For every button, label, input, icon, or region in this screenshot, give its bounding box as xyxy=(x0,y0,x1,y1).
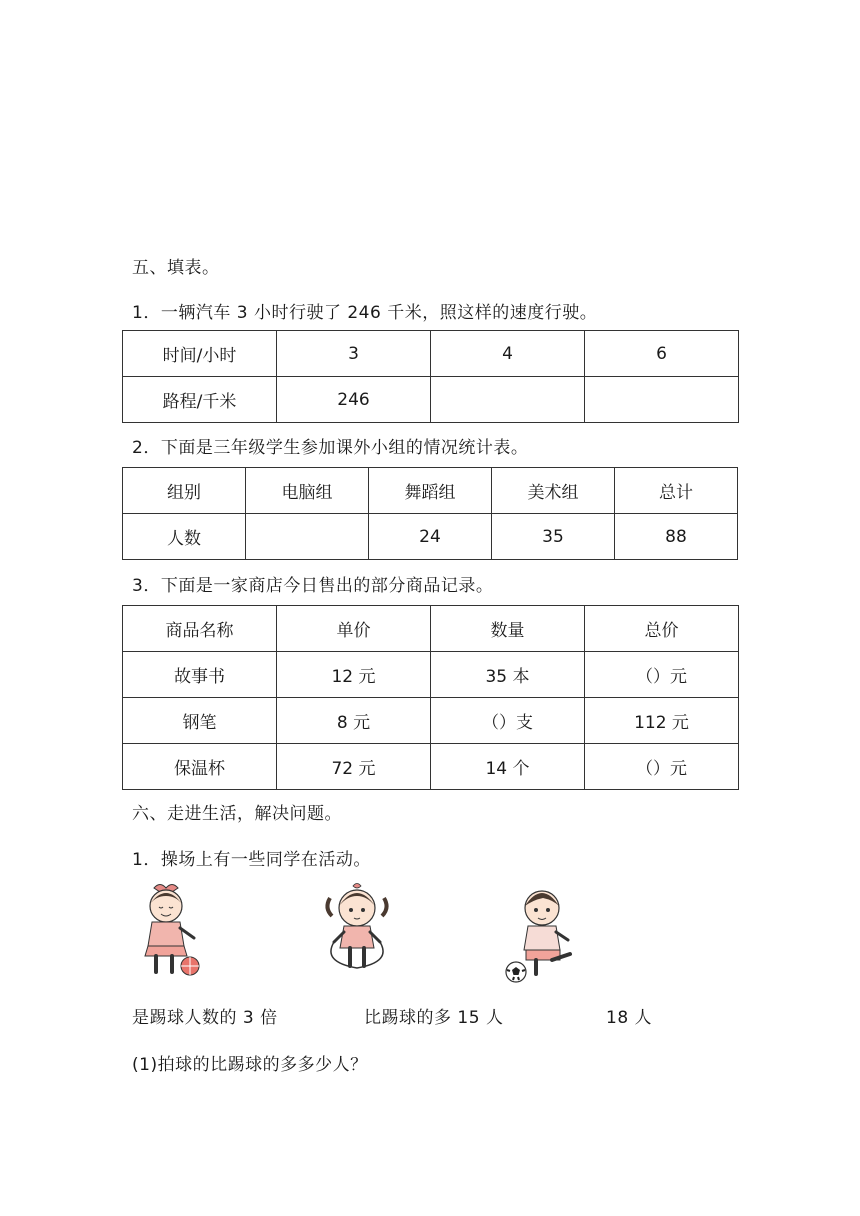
table-cell: 112 元 xyxy=(585,698,739,744)
caption-jumping-rope: 比踢球的多 15 人 xyxy=(364,1008,504,1028)
group-table xyxy=(122,467,738,560)
answer-blank-cell[interactable]: （）元 xyxy=(585,652,739,698)
question-6-1-text: 1．操场上有一些同学在活动。 xyxy=(132,850,371,870)
table-cell: 88 xyxy=(615,514,738,560)
table-cell: 数量 xyxy=(431,606,585,652)
table-cell: 4 xyxy=(431,331,585,377)
table-cell: 总计 xyxy=(615,468,738,514)
table-cell: 时间/小时 xyxy=(123,331,277,377)
boy-kicking-ball-illustration xyxy=(500,880,590,985)
table-cell: 美术组 xyxy=(492,468,615,514)
sales-table xyxy=(122,605,739,790)
table-row xyxy=(123,377,739,423)
section-five-title: 五、填表。 xyxy=(132,258,220,278)
answer-blank-cell[interactable] xyxy=(585,377,739,423)
table-row xyxy=(123,514,738,560)
table-cell: 246 xyxy=(277,377,431,423)
table-cell: 35 xyxy=(492,514,615,560)
sub-question-1: (1)拍球的比踢球的多多少人？ xyxy=(132,1055,368,1075)
question-1-text: 1．一辆汽车 3 小时行驶了 246 千米，照这样的速度行驶。 xyxy=(132,303,598,323)
table-cell: 14 个 xyxy=(431,744,585,790)
question-3-text: 3．下面是一家商店今日售出的部分商品记录。 xyxy=(132,576,494,596)
table-cell: 电脑组 xyxy=(246,468,369,514)
table-cell: 保温杯 xyxy=(123,744,277,790)
table-row xyxy=(123,698,739,744)
table-row xyxy=(123,331,739,377)
table-cell: 钢笔 xyxy=(123,698,277,744)
table-cell: 6 xyxy=(585,331,739,377)
table-row xyxy=(123,744,739,790)
table-row xyxy=(123,468,738,514)
caption-kicking-ball: 18 人 xyxy=(606,1008,653,1028)
section-six-title: 六、走进生活，解决问题。 xyxy=(132,804,342,824)
table-cell: 路程/千米 xyxy=(123,377,277,423)
question-2-text: 2．下面是三年级学生参加课外小组的情况统计表。 xyxy=(132,438,529,458)
table-cell: 24 xyxy=(369,514,492,560)
table-cell: 总价 xyxy=(585,606,739,652)
table-cell: 35 本 xyxy=(431,652,585,698)
table-cell: 故事书 xyxy=(123,652,277,698)
table-cell: 3 xyxy=(277,331,431,377)
speed-table xyxy=(122,330,739,423)
table-cell: 12 元 xyxy=(277,652,431,698)
answer-blank-cell[interactable] xyxy=(431,377,585,423)
caption-bouncing-ball: 是踢球人数的 3 倍 xyxy=(132,1008,278,1028)
table-cell: 组别 xyxy=(123,468,246,514)
girl-jumping-rope-illustration xyxy=(320,880,400,980)
table-row xyxy=(123,652,739,698)
table-cell: 单价 xyxy=(277,606,431,652)
table-cell: 人数 xyxy=(123,514,246,560)
answer-blank-cell[interactable]: （）元 xyxy=(585,744,739,790)
answer-blank-cell[interactable] xyxy=(246,514,369,560)
answer-blank-cell[interactable]: （）支 xyxy=(431,698,585,744)
table-cell: 商品名称 xyxy=(123,606,277,652)
girl-bouncing-ball-illustration xyxy=(132,880,212,985)
table-cell: 8 元 xyxy=(277,698,431,744)
table-cell: 舞蹈组 xyxy=(369,468,492,514)
table-cell: 72 元 xyxy=(277,744,431,790)
table-row xyxy=(123,606,739,652)
